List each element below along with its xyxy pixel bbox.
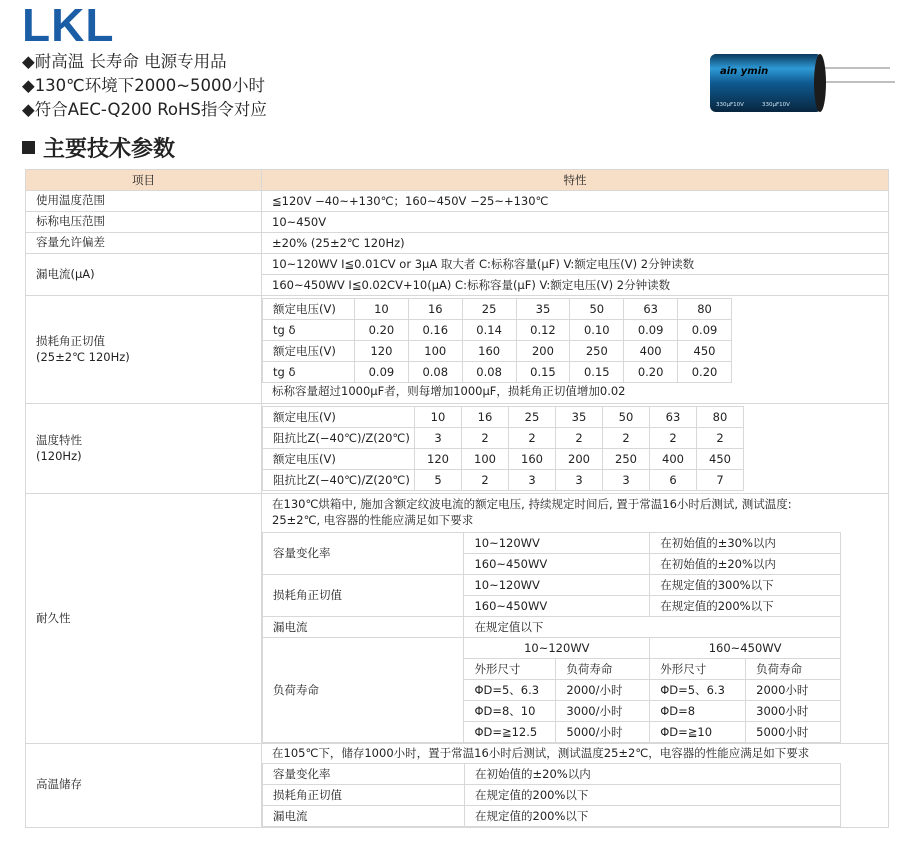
row-rated-voltage xyxy=(26,212,889,233)
temperature-row: 阻抗比Z(−40℃)/Z(20℃) 5 2 3 3 3 6 7 xyxy=(263,470,744,491)
temp-range-label: 使用温度范围 xyxy=(26,191,262,212)
temperature-table xyxy=(262,406,744,491)
endurance-row: 容量变化率 10~120WV 在初始值的±30%以内 xyxy=(263,532,841,553)
rated-voltage-label: 标称电压范围 xyxy=(26,212,262,233)
temperature-label: 温度特性 (120Hz) xyxy=(26,404,262,494)
endurance-row: 160~450WV 在初始值的±20%以内 xyxy=(263,553,841,574)
row-high-temp-storage xyxy=(26,743,889,827)
svg-text:ain ymin: ain ymin xyxy=(720,66,769,77)
storage-label: 高温储存 xyxy=(26,743,262,827)
series-title: LKL xyxy=(22,0,115,51)
dissipation-table xyxy=(262,298,732,383)
row-endurance xyxy=(26,494,889,744)
feature-compliance: ◆符合AEC-Q200 RoHS指令对应 xyxy=(22,100,267,119)
dissipation-row: 额定电压(V) 120 100 160 200 250 400 450 xyxy=(263,341,732,362)
endurance-row: 损耗角正切值 10~120WV 在规定值的300%以下 xyxy=(263,574,841,595)
capacitor-image xyxy=(700,46,900,118)
dissipation-cell xyxy=(262,296,889,404)
spec-table xyxy=(25,169,889,828)
endurance-table xyxy=(262,532,841,743)
row-tolerance xyxy=(26,233,889,254)
endurance-row: 160~450WV 在规定值的200%以下 xyxy=(263,595,841,616)
row-temperature-characteristic xyxy=(26,404,889,494)
load-life-row: ΦD=8、10 3000/小时 ΦD=8 3000小时 xyxy=(263,700,841,721)
dissipation-label: 损耗角正切值 (25±2℃ 120Hz) xyxy=(26,296,262,404)
endurance-cell xyxy=(262,494,889,744)
endurance-row: 漏电流 在规定值以下 xyxy=(263,616,841,637)
tolerance-value: ±20% (25±2℃ 120Hz) xyxy=(262,233,889,254)
header-item: 项目 xyxy=(26,170,262,191)
storage-row: 损耗角正切值 在规定值的200%以下 xyxy=(263,784,841,805)
load-life-row: ΦD=≧12.5 5000/小时 ΦD=≧10 5000小时 xyxy=(263,721,841,742)
temperature-cell xyxy=(262,404,889,494)
feature-life: ◆130℃环境下2000~5000小时 xyxy=(22,76,266,95)
load-life-row: 负荷寿命 10~120WV 160~450WV xyxy=(263,637,841,658)
load-life-row: 外形尺寸 负荷寿命 外形尺寸 负荷寿命 xyxy=(263,658,841,679)
header-row xyxy=(26,170,889,191)
temperature-row: 额定电压(V) 120 100 160 200 250 400 450 xyxy=(263,449,744,470)
svg-text:330μF10V: 330μF10V xyxy=(762,102,790,108)
storage-row: 容量变化率 在初始值的±20%以内 xyxy=(263,763,841,784)
leakage-line-2: 160~450WV I≦0.02CV+10(μA) C:标称容量(μF) V:额定电压(V) 2分钟读数 xyxy=(262,275,889,296)
storage-cell xyxy=(262,743,889,827)
temperature-row: 额定电压(V) 10 16 25 35 50 63 80 xyxy=(263,407,744,428)
row-dissipation xyxy=(26,296,889,404)
tolerance-label: 容量允许偏差 xyxy=(26,233,262,254)
storage-row: 漏电流 在规定值的200%以下 xyxy=(263,805,841,826)
rated-voltage-value: 10~450V xyxy=(262,212,889,233)
dissipation-row: tg δ 0.20 0.16 0.14 0.12 0.10 0.09 0.09 xyxy=(263,320,732,341)
endurance-label: 耐久性 xyxy=(26,494,262,744)
section-heading: 主要技术参数 xyxy=(22,132,175,163)
row-leakage-1 xyxy=(26,254,889,275)
leakage-line-1: 10~120WV I≦0.01CV or 3μA 取大者 C:标称容量(μF) V:额定电压(V) 2分钟读数 xyxy=(262,254,889,275)
dissipation-row: tg δ 0.09 0.08 0.08 0.15 0.15 0.20 0.20 xyxy=(263,362,732,383)
storage-table xyxy=(262,763,841,827)
feature-high-temp: ◆耐高温 长寿命 电源专用品 xyxy=(22,52,227,71)
storage-description: 在105℃下，储存1000小时，置于常温16小时后测试，测试温度25±2℃，电容器的性能应满足如下要求 xyxy=(272,745,810,760)
dissipation-row: 额定电压(V) 10 16 25 35 50 63 80 xyxy=(263,299,732,320)
leakage-label: 漏电流(μA) xyxy=(26,254,262,296)
svg-text:330μF10V: 330μF10V xyxy=(716,102,744,108)
endurance-description: 在130℃烘箱中, 施加含额定纹波电流的额定电压, 持续规定时间后, 置于常温16小时后测试, 测试温度: 25±2℃, 电容器的性能应满足如下要求 xyxy=(272,497,792,527)
load-life-row: ΦD=5、6.3 2000/小时 ΦD=5、6.3 2000小时 xyxy=(263,679,841,700)
header-characteristic: 特性 xyxy=(262,170,889,191)
temp-range-value: ≦120V −40~+130℃；160~450V −25~+130℃ xyxy=(262,191,889,212)
row-temp-range xyxy=(26,191,889,212)
dissipation-note: 标称容量超过1000μF者，则每增加1000μF，损耗角正切值增加0.02 xyxy=(272,384,626,398)
temperature-row: 阻抗比Z(−40℃)/Z(20℃) 3 2 2 2 2 2 2 xyxy=(263,428,744,449)
